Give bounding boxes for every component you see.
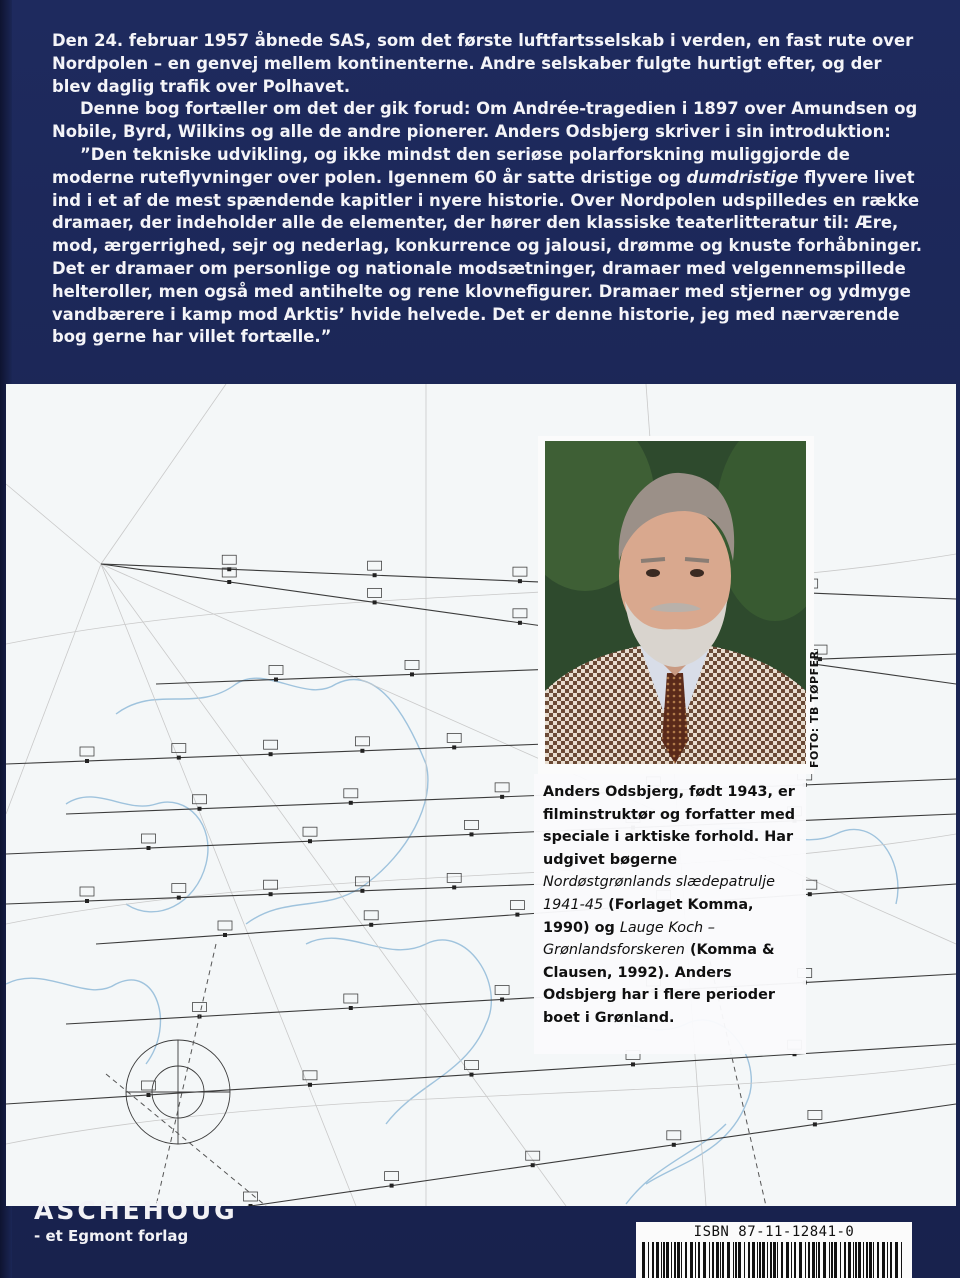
- barcode-bar: [863, 1242, 864, 1278]
- barcode-bar: [744, 1242, 745, 1278]
- barcode-bar: [895, 1242, 898, 1278]
- barcode-bar: [791, 1242, 792, 1278]
- barcode-bar: [887, 1242, 888, 1278]
- barcode-bar: [829, 1242, 830, 1278]
- barcode-icon: [640, 1242, 908, 1278]
- barcode-bar: [831, 1242, 833, 1278]
- barcode-bar: [877, 1242, 879, 1278]
- barcode-bar: [799, 1242, 802, 1278]
- barcode-bar: [712, 1242, 714, 1278]
- barcode-bar: [786, 1242, 789, 1278]
- barcode-bar: [671, 1242, 672, 1278]
- barcode-bar: [757, 1242, 758, 1278]
- blurb-paragraph-2: Denne bog fortæller om det der gik forud: Om Andrée-tragedien i 1897 over Amundsen og Nobile, Byrd, Wilkins og alle de andre pionerer. Anders Odsbjerg skriver i sin introduktion:: [52, 99, 918, 142]
- barcode-bar: [873, 1242, 874, 1278]
- route-waypoint-marker: [244, 1192, 258, 1206]
- publisher-name: ASCHEHOUG: [34, 1196, 238, 1225]
- barcode-bar: [882, 1242, 885, 1278]
- barcode-bar: [866, 1242, 868, 1278]
- barcode-bar: [695, 1242, 696, 1278]
- publisher-subtitle: - et Egmont forlag: [34, 1227, 189, 1245]
- bio-text-3: (Komma & Clausen, 1992). Anders Odsbjerg har i flere perioder boet i Grønland.: [543, 942, 775, 1026]
- barcode-bar: [733, 1242, 734, 1278]
- barcode-bar: [716, 1242, 719, 1278]
- barcode-bar: [674, 1242, 676, 1278]
- route-line: [126, 1104, 956, 1206]
- quote-italic: dumdristige: [686, 167, 799, 187]
- barcode-bar: [823, 1242, 826, 1278]
- barcode-bar: [812, 1242, 815, 1278]
- publisher-logo: [34, 1196, 238, 1245]
- barcode-bar: [752, 1242, 755, 1278]
- quote-text-2: flyvere livet ind i et af de mest spændende kapitler i nyere historie. Over Nordpolen udspilledes en række dramaer, der indeholder alle de elementer, der hører den klassiske teaterlitteratur til: Ære, mod, ærgerrighed, sejr og nederlag, konkurrence og jalousi, drømme og knuste forhåbninger. Det er dramaer om personlige og nationale modsætninger, dramaer med velgennemspillede helteroller, men også med antihelte og rene klovnefigurer. Dramaer med stjerner og ydmyge vandbærere i kamp mod Arktis’ hvide helvede. Det er denne historie, jeg med nærværende bog gerne har villet fortælle.”: [52, 167, 922, 347]
- barcode-bar: [727, 1242, 730, 1278]
- barcode-bar: [681, 1242, 682, 1278]
- barcode-bar: [663, 1242, 665, 1278]
- cover-blurb: [52, 30, 922, 349]
- bio-book-1: Nordøstgrønlands slædepatrulje 1941-45: [543, 874, 775, 913]
- barcode-bar: [853, 1242, 854, 1278]
- barcode-bar: [818, 1242, 820, 1278]
- barcode-bar: [720, 1242, 721, 1278]
- barcode-bar: [690, 1242, 693, 1278]
- barcode-bar: [642, 1242, 645, 1278]
- barcode-bar: [805, 1242, 806, 1278]
- barcode-bar: [901, 1242, 902, 1278]
- barcode-bar: [777, 1242, 778, 1278]
- blurb-paragraph-1: Den 24. februar 1957 åbnede SAS, som det første luftfartsselskab i verden, en fast rute over Nordpolen – en genvej mellem kontinenterne. Andre selskaber fulgte hurtigt efter, og der blev daglig trafik over Polhavet.: [52, 31, 914, 96]
- map-navaid-hub: [126, 1040, 230, 1144]
- quote-text-1: ”Den tekniske udvikling, og ikke mindst den seriøse polarforskning muliggjorde de moderne ruteflyvninger over polen. Igennem 60 år satte dristige og: [52, 144, 850, 187]
- barcode-bar: [709, 1242, 710, 1278]
- barcode-bar: [816, 1242, 817, 1278]
- barcode-bar: [890, 1242, 892, 1278]
- barcode-bar: [722, 1242, 724, 1278]
- barcode-bar: [840, 1242, 841, 1278]
- isbn-number: ISBN 87-11-12841-0: [693, 1224, 855, 1240]
- barcode-bar: [703, 1242, 706, 1278]
- author-photo: [545, 441, 806, 764]
- bio-text-1: Anders Odsbjerg, født 1943, er filminstruktør og forfatter med speciale i arktiske forhold. Har udgivet bøgerne: [543, 784, 796, 868]
- barcode-bar: [773, 1242, 776, 1278]
- barcode-bar: [666, 1242, 669, 1278]
- author-portrait: [545, 441, 806, 764]
- blurb-quote: [52, 144, 922, 349]
- barcode-bar: [677, 1242, 680, 1278]
- barcode-bar: [735, 1242, 737, 1278]
- barcode-bar: [781, 1242, 783, 1278]
- barcode-bar: [844, 1242, 846, 1278]
- barcode-bar: [808, 1242, 810, 1278]
- barcode-bar: [858, 1242, 861, 1278]
- barcode-bar: [648, 1242, 649, 1278]
- bio-text-2: (Forlaget Komma, 1990) og: [543, 896, 754, 936]
- barcode-bar: [661, 1242, 662, 1278]
- barcode-bar: [759, 1242, 761, 1278]
- barcode-bar: [748, 1242, 750, 1278]
- barcode-bar: [652, 1242, 654, 1278]
- barcode-bar: [656, 1242, 659, 1278]
- barcode-bar: [685, 1242, 687, 1278]
- bio-book-2: Lauge Koch – Grønlandsforskeren: [543, 919, 715, 959]
- barcode-bar: [834, 1242, 837, 1278]
- photo-credit: FOTO: TB TØPFER: [808, 650, 821, 768]
- barcode-bar: [698, 1242, 700, 1278]
- barcode-bar: [738, 1242, 741, 1278]
- barcode-bar: [869, 1242, 872, 1278]
- author-bio: [543, 781, 805, 1030]
- barcode-bar: [794, 1242, 796, 1278]
- barcode-bar: [767, 1242, 768, 1278]
- barcode-bar: [848, 1242, 851, 1278]
- barcode-bar: [770, 1242, 772, 1278]
- barcode-bar: [855, 1242, 857, 1278]
- barcode-bar: [762, 1242, 765, 1278]
